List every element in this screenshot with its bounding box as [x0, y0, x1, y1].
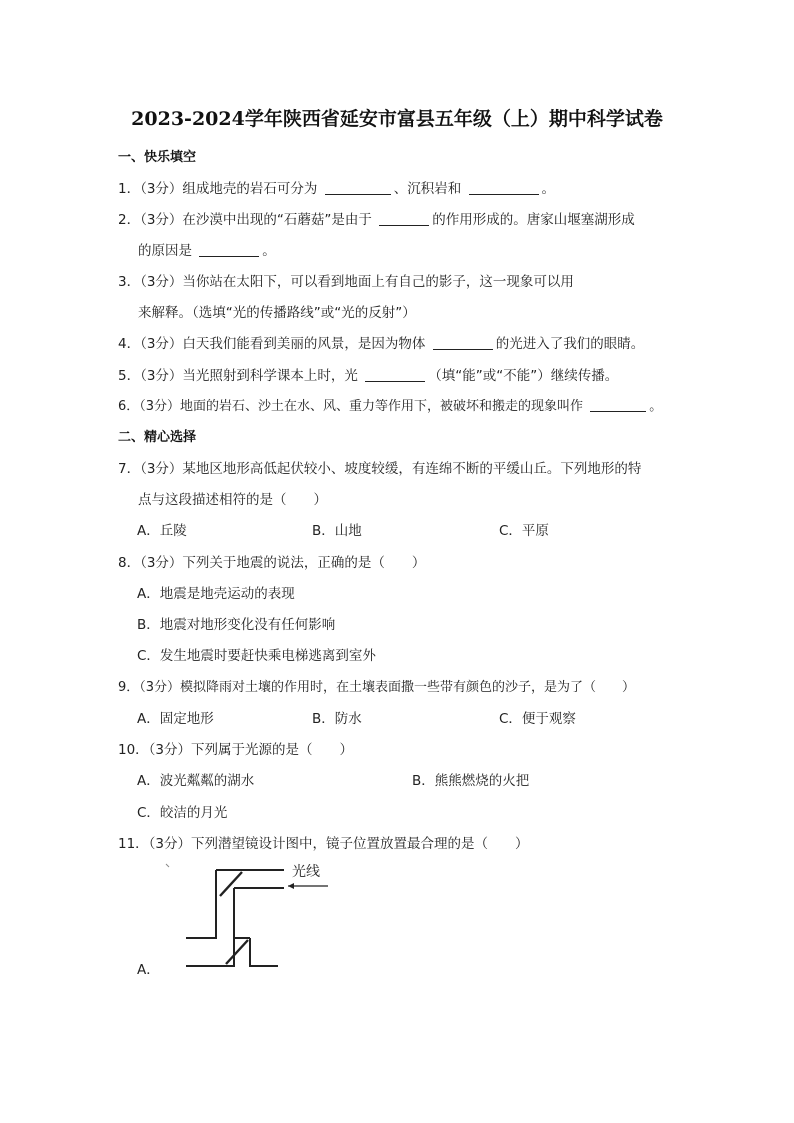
answer-blank[interactable]	[199, 242, 259, 257]
question-text: 9．（3分）模拟降雨对土壤的作用时，在土壤表面撒一些带有颜色的沙子，是为了（ ）	[118, 680, 636, 695]
light-ray-label: 光线	[292, 864, 320, 880]
question-text: 7．（3分）某地区地形高低起伏较小、坡度较缓，有连绵不断的平缓山丘。下列地形的特	[118, 461, 642, 477]
question-text: （填“能”或“不能”）继续传播。	[428, 368, 619, 384]
question-6	[118, 395, 662, 414]
option-c[interactable]: C．便于观察	[499, 711, 576, 727]
arrow-left-icon	[288, 883, 294, 889]
question-7-continued	[138, 488, 327, 508]
question-text: 6．（3分）地面的岩石、沙土在水、风、重力等作用下，被破坏和搬走的现象叫作	[118, 399, 584, 414]
section-heading-fill-in: 一、快乐填空	[118, 150, 197, 165]
answer-blank[interactable]	[469, 180, 539, 195]
question-3	[118, 270, 574, 290]
question-text: 1．（3分）组成地壳的岩石可分为	[118, 181, 318, 197]
periscope-bottom-edge	[250, 938, 278, 966]
question-text: 的光进入了我们的眼睛。	[495, 336, 645, 352]
question-text: 4．（3分）白天我们能看到美丽的风景，是因为物体	[118, 336, 426, 352]
question-text: 。	[649, 399, 663, 414]
question-text: 。	[541, 181, 556, 197]
answer-blank[interactable]	[590, 397, 646, 412]
question-11	[118, 832, 529, 852]
question-text: 11．（3分）下列潜望镜设计图中，镜子位置放置最合理的是（ ）	[118, 836, 529, 852]
question-text: 8．（3分）下列关于地震的说法，正确的是（ ）	[118, 555, 426, 571]
question-5	[118, 364, 618, 384]
page-title: 2023-2024学年陕西省延安市富县五年级（上）期中科学试卷	[131, 108, 663, 130]
option-b[interactable]: B．山地	[312, 523, 362, 539]
answer-blank[interactable]	[325, 180, 391, 195]
question-7	[118, 457, 641, 477]
top-mirror	[220, 872, 242, 896]
periscope-outline-inner	[186, 888, 234, 966]
question-2-continued	[138, 239, 276, 259]
question-9	[118, 676, 635, 695]
scan-mark	[166, 864, 169, 867]
option-a[interactable]: A．固定地形	[137, 711, 214, 727]
question-10	[118, 738, 353, 758]
question-4	[118, 332, 644, 352]
periscope-outline-left	[186, 870, 216, 938]
bottom-mirror	[226, 940, 248, 964]
question-text: 3．（3分）当你站在太阳下，可以看到地面上有自己的影子，这一现象可以用	[118, 274, 574, 290]
question-text: 的作用形成的。唐家山堰塞湖形成	[432, 212, 635, 228]
question-text: 、沉积岩和	[393, 181, 462, 197]
question-text: 的原因是	[138, 243, 192, 259]
question-text: 来解释。（选填“光的传播路线”或“光的反射”）	[138, 305, 416, 321]
answer-blank[interactable]	[365, 367, 425, 382]
answer-blank[interactable]	[379, 211, 429, 226]
question-text: 点与这段描述相符的是（ ）	[138, 492, 327, 508]
question-text: 10．（3分）下列属于光源的是（ ）	[118, 742, 354, 758]
question-text: 2．（3分）在沙漠中出现的“石蘑菇”是由于	[118, 212, 372, 228]
option-b[interactable]: B．熊熊燃烧的火把	[412, 773, 530, 789]
option-a[interactable]: A．	[137, 962, 160, 978]
option-b[interactable]: B．地震对地形变化没有任何影响	[137, 617, 336, 633]
question-8	[118, 551, 425, 571]
option-a[interactable]: A．波光粼粼的湖水	[137, 773, 255, 789]
answer-blank[interactable]	[433, 335, 493, 350]
option-c[interactable]: C．皎洁的月光	[137, 805, 228, 821]
option-a[interactable]: A．地震是地壳运动的表现	[137, 586, 295, 602]
question-1	[118, 177, 555, 197]
option-b[interactable]: B．防水	[312, 711, 362, 727]
question-3-continued	[138, 301, 416, 321]
periscope-diagram	[160, 858, 340, 974]
option-a[interactable]: A．丘陵	[137, 523, 187, 539]
section-heading-multiple-choice: 二、精心选择	[118, 430, 197, 445]
question-text: 5．（3分）当光照射到科学课本上时，光	[118, 368, 358, 384]
question-text: 。	[262, 243, 276, 259]
option-c[interactable]: C．平原	[499, 523, 549, 539]
question-2	[118, 208, 635, 228]
option-c[interactable]: C．发生地震时要赶快乘电梯逃离到室外	[137, 648, 376, 664]
